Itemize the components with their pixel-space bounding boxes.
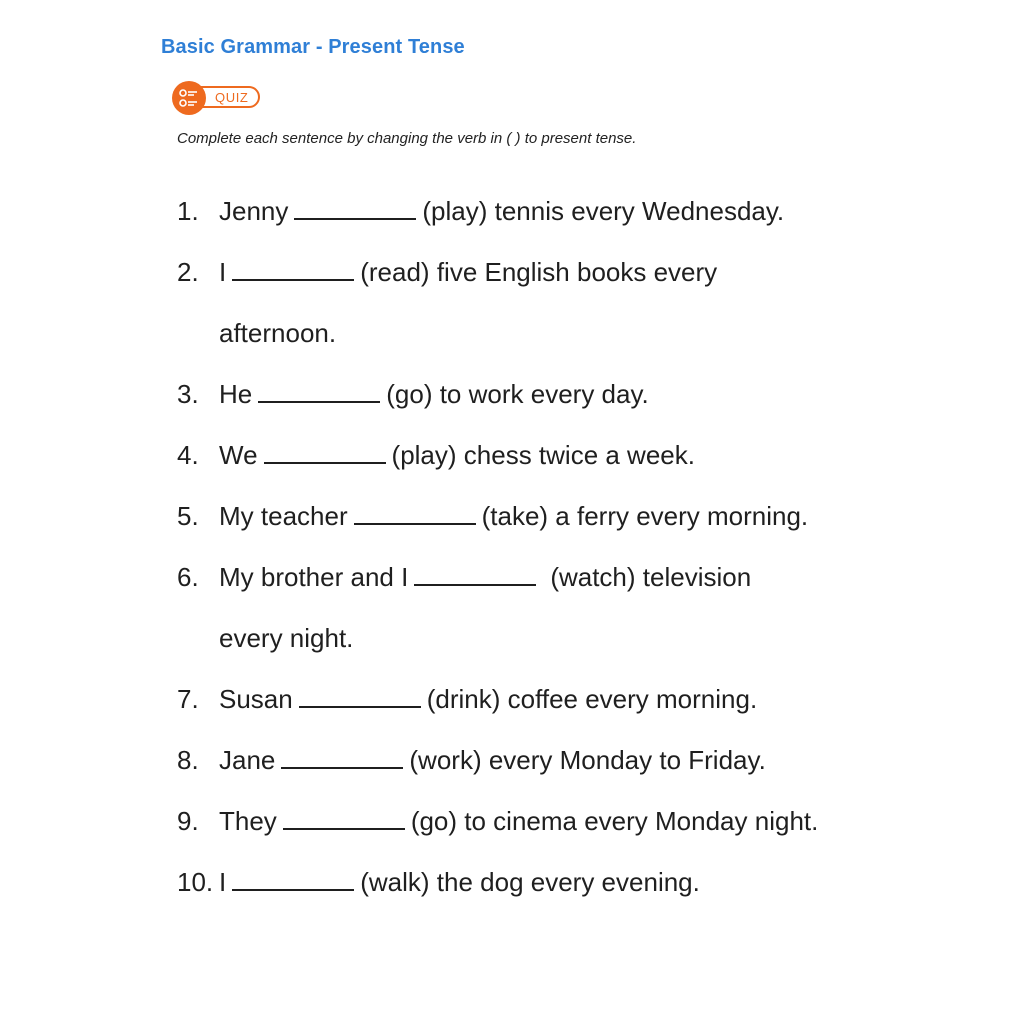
question-rest: (go) to cinema every Monday night. bbox=[410, 806, 819, 836]
quiz-badge bbox=[172, 81, 264, 115]
question-subject: Jane bbox=[219, 745, 276, 775]
question-line bbox=[219, 242, 897, 303]
question-item bbox=[177, 364, 897, 425]
question-number: 2. bbox=[177, 257, 199, 287]
question-number: 5. bbox=[177, 501, 199, 531]
answer-blank[interactable] bbox=[283, 808, 405, 830]
question-item bbox=[177, 242, 897, 364]
question-subject: Susan bbox=[219, 684, 293, 714]
answer-blank[interactable] bbox=[294, 198, 416, 220]
question-rest: (play) chess twice a week. bbox=[391, 440, 695, 470]
answer-blank[interactable] bbox=[232, 869, 354, 891]
question-subject: Jenny bbox=[219, 196, 289, 226]
question-number: 9. bbox=[177, 806, 199, 836]
question-line bbox=[219, 730, 897, 791]
question-line bbox=[219, 425, 897, 486]
question-item bbox=[177, 486, 897, 547]
question-number: 7. bbox=[177, 684, 199, 714]
question-number: 10. bbox=[177, 867, 214, 897]
question-number: 1. bbox=[177, 196, 199, 226]
question-rest: (walk) the dog every evening. bbox=[360, 867, 700, 897]
question-item bbox=[177, 791, 897, 852]
question-number: 4. bbox=[177, 440, 199, 470]
question-line bbox=[219, 486, 897, 547]
question-rest: (read) five English books every bbox=[360, 257, 718, 287]
answer-blank[interactable] bbox=[232, 259, 354, 281]
question-item bbox=[177, 730, 897, 791]
question-line bbox=[219, 669, 897, 730]
question-rest: (play) tennis every Wednesday. bbox=[422, 196, 785, 226]
question-rest: (take) a ferry every morning. bbox=[481, 501, 809, 531]
question-line bbox=[219, 852, 897, 913]
question-continuation: every night. bbox=[219, 623, 354, 653]
question-rest: (watch) television bbox=[550, 562, 752, 592]
question-subject: He bbox=[219, 379, 253, 409]
instruction-text: Complete each sentence by changing the verb in ( ) to present tense. bbox=[177, 130, 637, 147]
quiz-list-icon bbox=[172, 81, 206, 115]
question-rest: (drink) coffee every morning. bbox=[426, 684, 758, 714]
question-rest: (go) to work every day. bbox=[386, 379, 649, 409]
question-line bbox=[219, 791, 897, 852]
question-item bbox=[177, 669, 897, 730]
question-subject: I bbox=[219, 867, 227, 897]
question-line bbox=[219, 181, 897, 242]
quiz-label: QUIZ bbox=[215, 90, 249, 105]
question-subject: We bbox=[219, 440, 258, 470]
question-item bbox=[177, 425, 897, 486]
question-rest: (work) every Monday to Friday. bbox=[409, 745, 766, 775]
question-item bbox=[177, 852, 897, 913]
question-item bbox=[177, 181, 897, 242]
question-continuation: afternoon. bbox=[219, 318, 337, 348]
question-item bbox=[177, 547, 897, 669]
answer-blank[interactable] bbox=[414, 564, 536, 586]
question-number: 3. bbox=[177, 379, 199, 409]
question-subject: They bbox=[219, 806, 277, 836]
question-list bbox=[177, 195, 897, 913]
question-subject: My teacher bbox=[219, 501, 348, 531]
answer-blank[interactable] bbox=[354, 503, 476, 525]
answer-blank[interactable] bbox=[264, 442, 386, 464]
page-title: Basic Grammar - Present Tense bbox=[161, 36, 465, 58]
question-number: 8. bbox=[177, 745, 199, 775]
question-line bbox=[219, 364, 897, 425]
answer-blank[interactable] bbox=[299, 686, 421, 708]
question-subject: I bbox=[219, 257, 227, 287]
question-number: 6. bbox=[177, 562, 199, 592]
question-line bbox=[219, 547, 897, 608]
question-subject: My brother and I bbox=[219, 562, 409, 592]
answer-blank[interactable] bbox=[281, 747, 403, 769]
answer-blank[interactable] bbox=[258, 381, 380, 403]
